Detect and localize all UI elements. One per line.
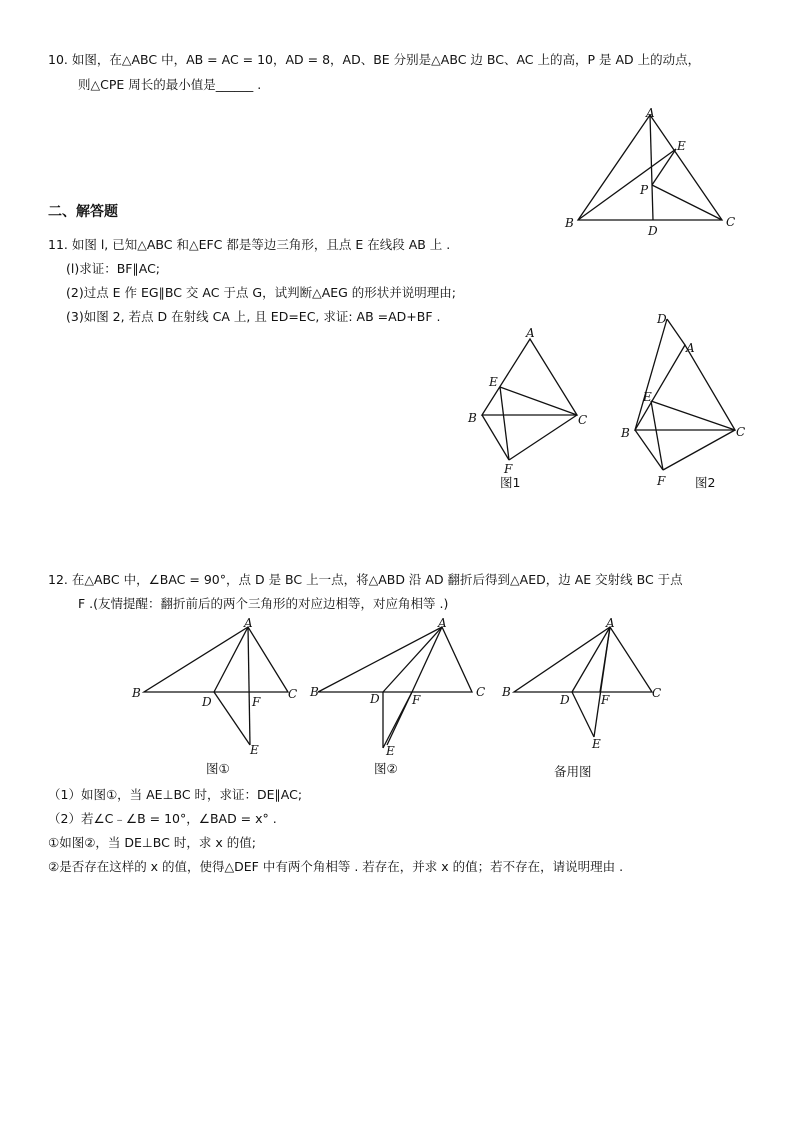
q11-f1-label-a: A — [526, 326, 535, 340]
q12-f1-label-c: C — [288, 687, 298, 701]
q11-line3: (2)过点 E 作 EG∥BC 交 AC 于点 G，试判断△AEG 的形状并说明理由; — [66, 285, 457, 300]
q12-sub2: （2）若∠C﹣∠B = 10°，∠BAD = x° . — [48, 811, 277, 826]
q12-f3-label-b: B — [502, 685, 511, 699]
q10-line1: 10. 如图，在△ABC 中，AB = AC = 10，AD = 8，AD、BE 分别是△ABC 边 BC、AC 上的高，P 是 AD 上的动点， — [48, 52, 701, 67]
q11-figure1 — [462, 325, 602, 495]
q11-f2-caption: 图2 — [695, 475, 716, 490]
q12-f1-label-a: A — [244, 616, 253, 630]
q12-f2-label-c: C — [476, 685, 486, 699]
q12-sub2b: ②是否存在这样的 x 的值，使得△DEF 中有两个角相等 . 若存在，并求 x 的值；若不存在，请说明理由 . — [48, 859, 624, 874]
q12-f2-label-e: E — [386, 744, 395, 758]
q12-f3-label-c: C — [652, 686, 662, 700]
q12-f3-label-e: E — [592, 737, 601, 751]
q11-f1-label-e: E — [489, 375, 498, 389]
q11-f1-label-b: B — [468, 411, 477, 425]
q12-f2-caption: 图② — [374, 761, 398, 776]
q12-f2-label-a: A — [438, 616, 447, 630]
q12-f3-label-d: D — [560, 693, 570, 707]
q11-f2-label-a: A — [686, 341, 695, 355]
q12-line1: 12. 在△ABC 中，∠BAC = 90°，点 D 是 BC 上一点，将△ABD 沿 AD 翻折后得到△AED，边 AE 交射线 BC 于点 — [48, 572, 683, 587]
q10-label-p: P — [640, 183, 649, 197]
section-title: 二、解答题 — [48, 204, 118, 220]
q11-f2-label-c: C — [736, 425, 746, 439]
q10-label-e: E — [677, 139, 686, 153]
q12-f3-caption: 备用图 — [554, 764, 592, 779]
q12-f1-label-e: E — [250, 743, 259, 757]
q10-label-d: D — [648, 224, 658, 238]
q12-f3-label-f: F — [601, 693, 610, 707]
q11-f2-label-f: F — [657, 474, 666, 488]
q12-f1-label-f: F — [252, 695, 261, 709]
q10-label-c: C — [726, 215, 736, 229]
q12-sub1: （1）如图①，当 AE⊥BC 时，求证：DE∥AC; — [48, 787, 303, 802]
q12-figure1 — [130, 615, 310, 780]
q12-f2-label-b: B — [310, 685, 319, 699]
q11-f1-label-c: C — [578, 413, 588, 427]
q12-f1-label-b: B — [132, 686, 141, 700]
q12-figure3 — [500, 615, 675, 785]
q11-f2-label-d: D — [657, 312, 667, 326]
q12-f1-caption: 图① — [206, 761, 230, 776]
q11-line4: (3)如图 2, 若点 D 在射线 CA 上, 且 ED=EC, 求证: AB =AD+BF . — [66, 309, 441, 324]
q11-line2: (l)求证：BF∥AC; — [66, 261, 161, 276]
q10-figure — [560, 105, 750, 240]
q11-line1: 11. 如图 l, 已知△ABC 和△EFC 都是等边三角形，且点 E 在线段 AB 上 . — [48, 237, 451, 252]
q11-f2-label-b: B — [621, 426, 630, 440]
q12-f3-label-a: A — [606, 616, 615, 630]
q12-f2-label-f: F — [412, 693, 421, 707]
q12-sub2a: ①如图②，当 DE⊥BC 时，求 x 的值; — [48, 835, 256, 850]
q10-label-b: B — [565, 216, 574, 230]
q12-f2-label-d: D — [370, 692, 380, 706]
q11-f1-caption: 图1 — [500, 475, 521, 490]
q10-label-a: A — [646, 106, 655, 120]
q11-figure2 — [615, 305, 755, 495]
q10-line2: 则△CPE 周长的最小值是______ . — [78, 77, 262, 92]
q11-f2-label-e: E — [643, 390, 652, 404]
q12-figure2 — [310, 615, 495, 780]
q12-line2: F .(友情提醒：翻折前后的两个三角形的对应边相等，对应角相等 .) — [78, 596, 449, 611]
q11-f1-label-f: F — [504, 462, 513, 476]
q12-f1-label-d: D — [202, 695, 212, 709]
